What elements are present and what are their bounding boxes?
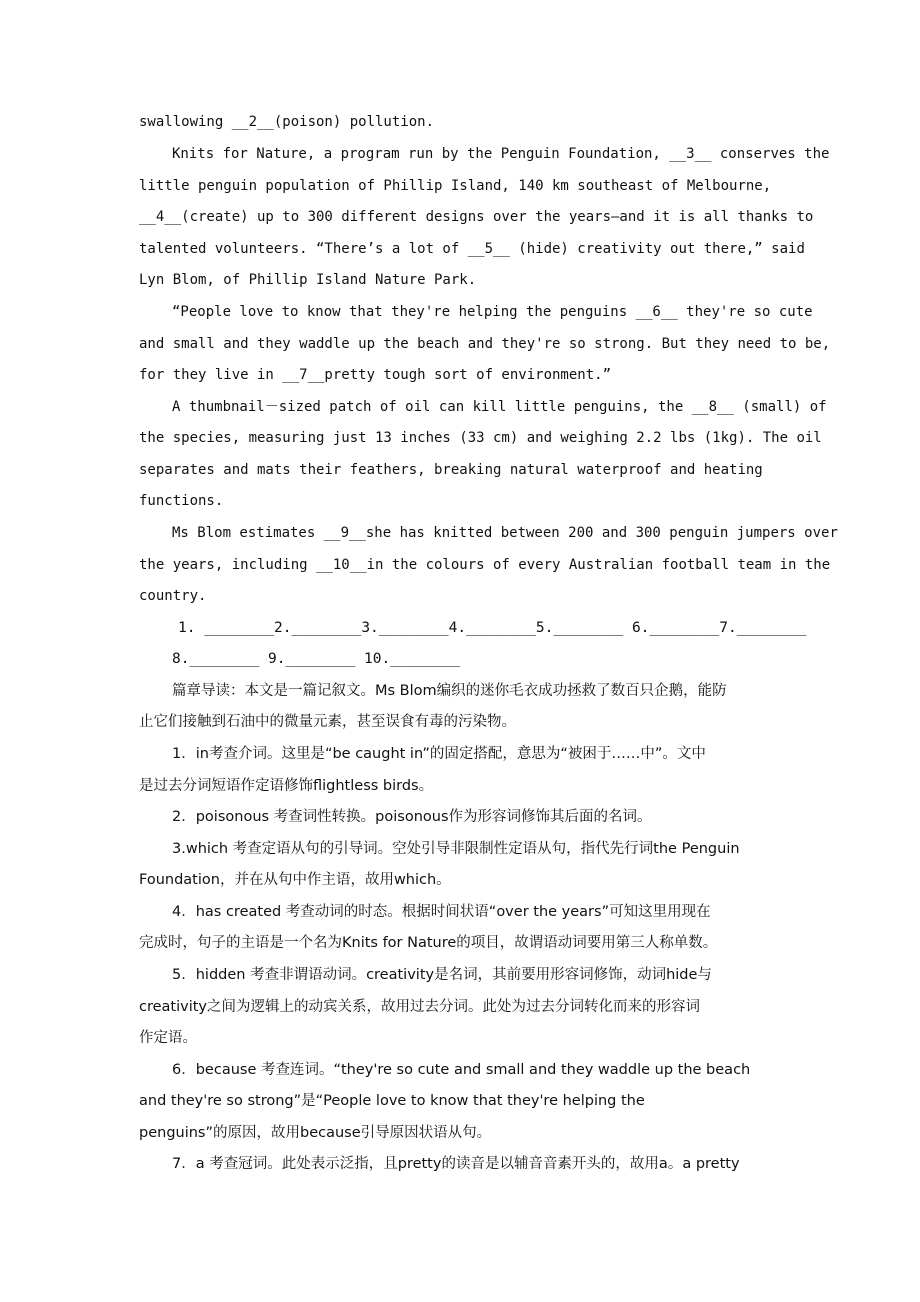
analysis-intro: 篇章导读：本文是一篇记叙文。Ms Blom编织的迷你毛衣成功拯救了数百只企鹅，能防 bbox=[172, 683, 727, 699]
analysis-item-6: penguins”的原因，故用because引导原因状语从句。 bbox=[139, 1125, 492, 1141]
passage-line: the years, including __10__in the colours of every Australian football team in the bbox=[139, 557, 831, 573]
analysis-item-5: creativity之间为逻辑上的动宾关系，故用过去分词。此处为过去分词转化而来的形容词 bbox=[139, 999, 701, 1015]
analysis-item-3: Foundation，并在从句中作主语，故用which。 bbox=[139, 872, 451, 888]
answer-blanks-row: 1. ________2.________3.________4.________5.________ 6.________7.________ bbox=[178, 620, 807, 636]
analysis-intro: 止它们接触到石油中的微量元素，甚至误食有毒的污染物。 bbox=[139, 714, 516, 730]
analysis-item-5: 5．hidden 考查非谓语动词。creativity是名词，其前要用形容词修饰，动词hide与 bbox=[172, 967, 712, 983]
analysis-item-4: 完成时，句子的主语是一个名为Knits for Nature的项目，故谓语动词要用第三人称单数。 bbox=[139, 935, 718, 951]
passage-line: functions. bbox=[139, 493, 224, 509]
passage-line: “People love to know that they're helping the penguins __6__ they're so cute bbox=[172, 304, 813, 320]
analysis-item-6: and they're so strong”是“People love to know that they're helping the bbox=[139, 1093, 645, 1109]
analysis-item-1: 1．in考查介词。这里是“be caught in”的固定搭配，意思为“被困于……中”。文中 bbox=[172, 746, 706, 762]
analysis-item-7: 7．a 考查冠词。此处表示泛指，且pretty的读音是以辅音音素开头的，故用a。a pretty bbox=[172, 1156, 740, 1172]
passage-line: the species, measuring just 13 inches (33 cm) and weighing 2.2 lbs (1kg). The oil bbox=[139, 430, 822, 446]
answer-blanks-row: 8.________ 9.________ 10.________ bbox=[172, 651, 461, 667]
passage-line: for they live in __7__pretty tough sort of environment.” bbox=[139, 367, 612, 383]
passage-line: and small and they waddle up the beach and they're so strong. But they need to be, bbox=[139, 336, 831, 352]
passage-line: country. bbox=[139, 588, 207, 604]
passage-line: Ms Blom estimates __9__she has knitted between 200 and 300 penguin jumpers over bbox=[172, 525, 838, 541]
passage-line: Lyn Blom, of Phillip Island Nature Park. bbox=[139, 272, 477, 288]
passage-line: __4__(create) up to 300 different designs over the years—and it is all thanks to bbox=[139, 209, 814, 225]
passage-line: Knits for Nature, a program run by the Penguin Foundation, __3__ conserves the bbox=[172, 146, 830, 162]
passage-line: separates and mats their feathers, breaking natural waterproof and heating bbox=[139, 462, 763, 478]
passage-line: A thumbnail－sized patch of oil can kill little penguins, the __8__ (small) of bbox=[172, 399, 827, 415]
analysis-item-2: 2．poisonous 考查词性转换。poisonous作为形容词修饰其后面的名词。 bbox=[172, 809, 652, 825]
analysis-item-1: 是过去分词短语作定语修饰flightless birds。 bbox=[139, 778, 434, 794]
passage-line: swallowing __2__(poison) pollution. bbox=[139, 114, 435, 130]
analysis-item-4: 4．has created 考查动词的时态。根据时间状语“over the years”可知这里用现在 bbox=[172, 904, 711, 920]
analysis-item-3: 3.which 考查定语从句的引导词。空处引导非限制性定语从句，指代先行词the Penguin bbox=[172, 841, 740, 857]
passage-line: talented volunteers. “There’s a lot of __5__ (hide) creativity out there,” said bbox=[139, 241, 805, 257]
analysis-item-6: 6．because 考查连词。“they're so cute and small and they waddle up the beach bbox=[172, 1062, 751, 1078]
passage-line: little penguin population of Phillip Island, 140 km southeast of Melbourne, bbox=[139, 178, 772, 194]
analysis-item-5: 作定语。 bbox=[139, 1030, 197, 1046]
